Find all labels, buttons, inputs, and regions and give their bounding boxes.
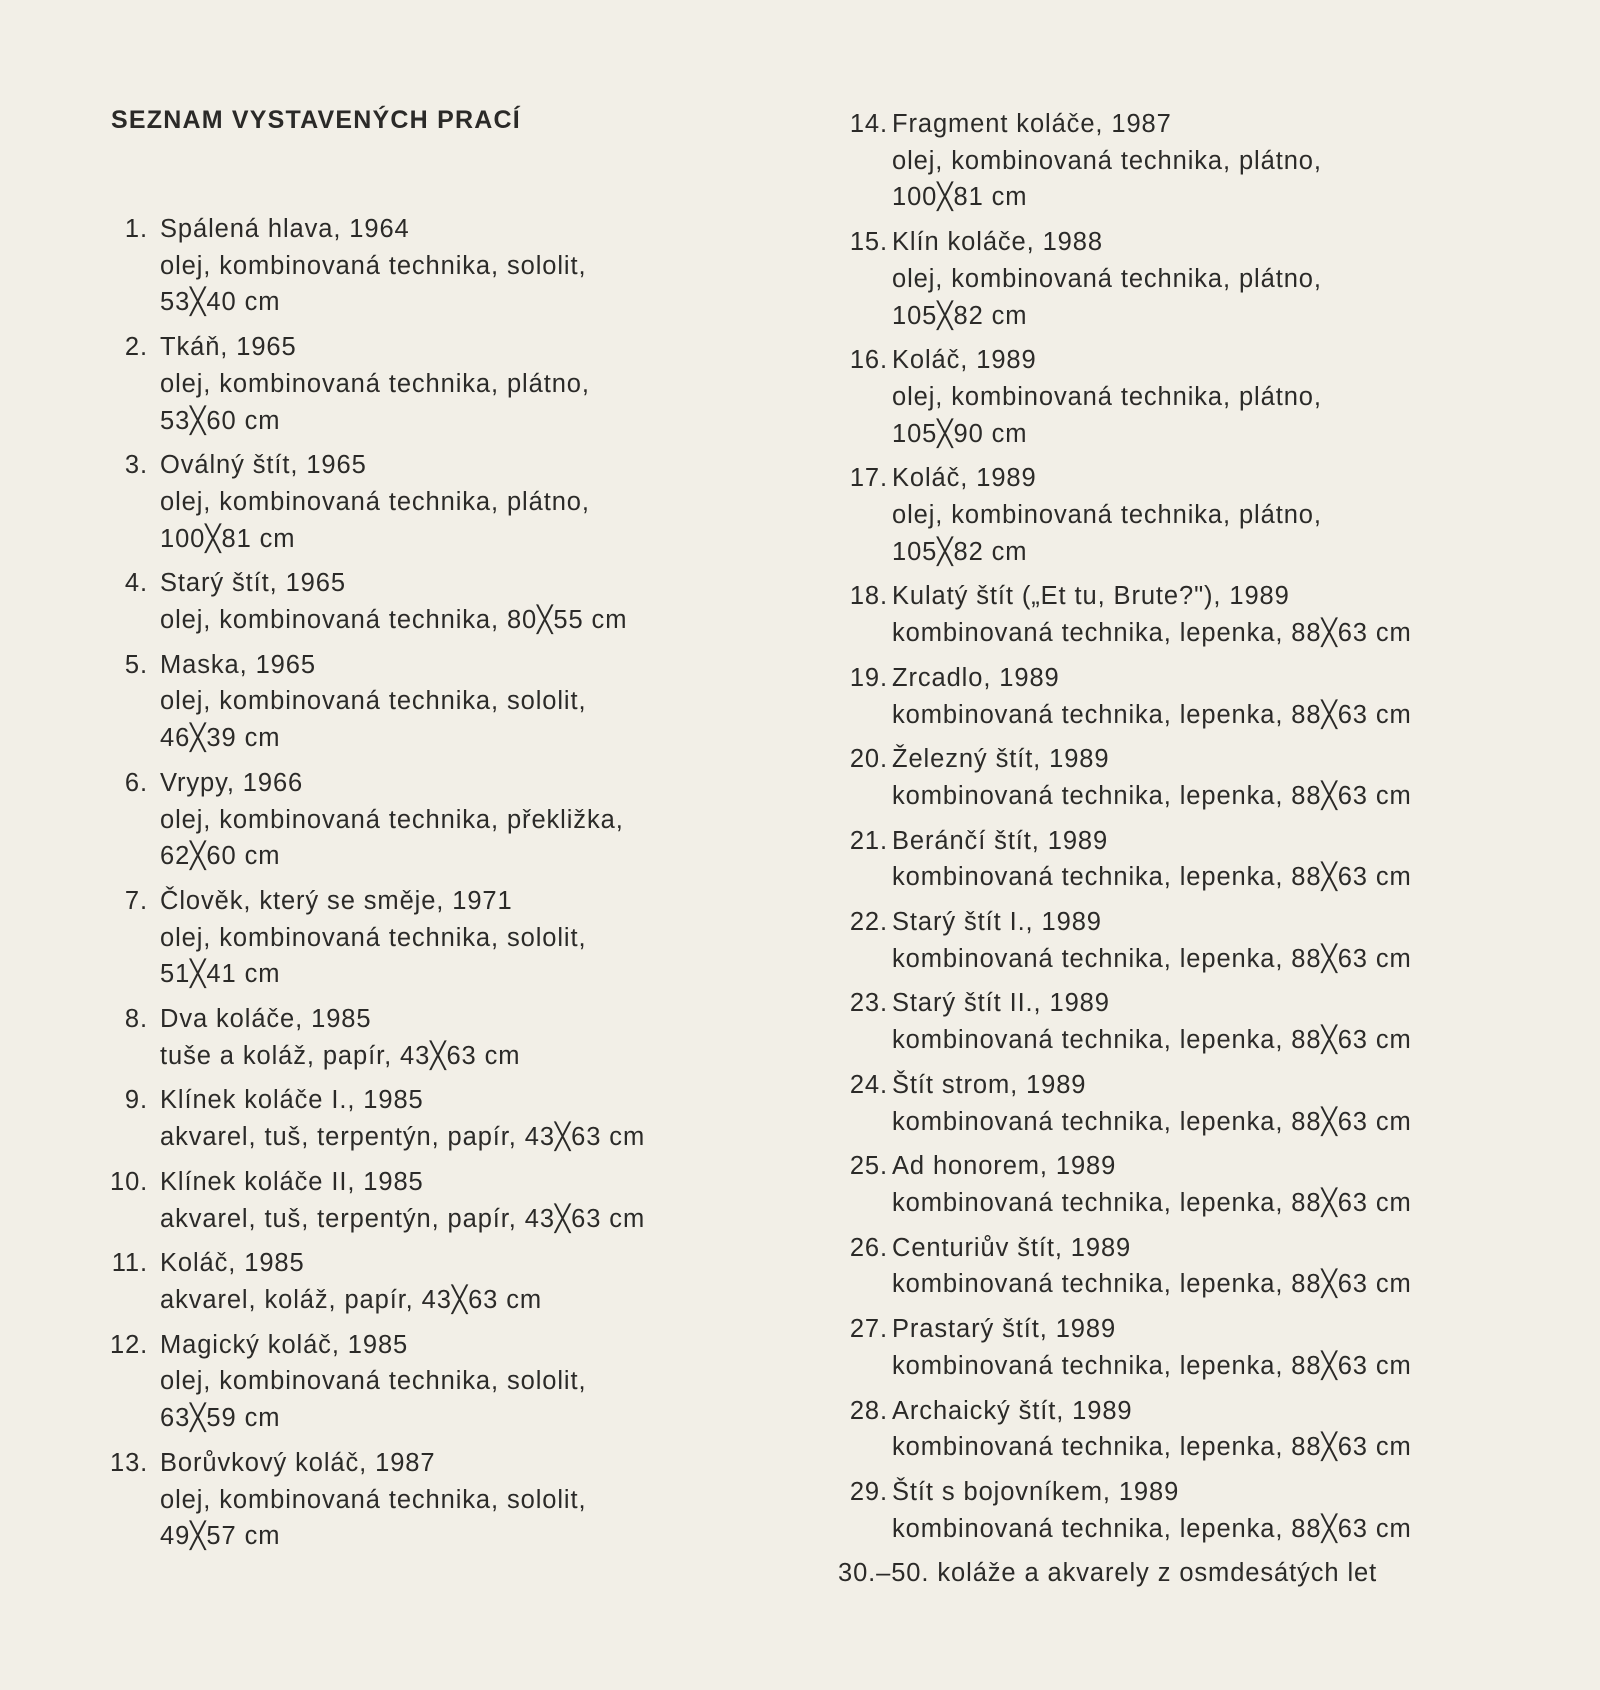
work-details: kombinovaná technika, lepenka, 88╳63 cm [892,1107,1412,1136]
work-details: olej, kombinovaná technika, plátno, [892,382,1322,411]
work-title: Vrypy, 1966 [160,768,304,797]
work-details: 105╳90 cm [892,419,1028,448]
work-number: 11. [111,1249,148,1278]
work-number: 2. [124,333,148,362]
work-item [110,1445,750,1555]
work-details: akvarel, tuš, terpentýn, papír, 43╳63 cm [160,1204,646,1233]
work-title: Železný štít, 1989 [892,745,1110,774]
work-details: 105╳82 cm [892,301,1028,330]
work-details: 53╳40 cm [160,288,281,317]
work-item [838,1067,1568,1140]
work-item [838,1393,1568,1466]
work-details: tuše a koláž, papír, 43╳63 cm [160,1041,521,1070]
work-title: Spálená hlava, 1964 [160,215,410,243]
work-item [110,1164,750,1237]
work-title: Starý štít, 1965 [160,569,346,598]
work-item [838,1311,1568,1384]
work-title: Borůvkový koláč, 1987 [160,1448,436,1477]
work-number: 7. [124,886,148,915]
work-number: 26. [849,1233,888,1262]
work-title: Klínek koláče II, 1985 [160,1167,424,1196]
work-item [110,1082,750,1155]
work-number: 19. [849,663,888,692]
work-number: 22. [849,908,888,937]
work-title: Centuriův štít, 1989 [892,1233,1132,1262]
work-details: 49╳57 cm [160,1522,281,1551]
work-title: Člověk, který se směje, 1971 [160,886,513,915]
work-item-range [838,1555,1568,1592]
work-number: 16. [849,346,888,375]
work-number: 17. [849,464,888,493]
work-details: akvarel, koláž, papír, 43╳63 cm [160,1285,543,1314]
work-number: 5. [124,650,148,679]
work-details: akvarel, tuš, terpentýn, papír, 43╳63 cm [160,1123,646,1152]
work-title: Štít strom, 1989 [892,1070,1087,1099]
work-number: 1. [124,215,148,243]
work-title: Maska, 1965 [160,650,316,679]
work-item [110,883,750,993]
work-details: olej, kombinovaná technika, plátno, [160,487,590,516]
work-number: 15. [849,228,888,257]
work-title: Starý štít II., 1989 [892,989,1110,1018]
work-number: 23. [849,989,888,1018]
work-number: 10. [110,1167,149,1196]
work-details: kombinovaná technika, lepenka, 88╳63 cm [892,1026,1412,1055]
work-number: 24. [849,1070,888,1099]
work-item [110,765,750,875]
work-details: kombinovaná technika, lepenka, 88╳63 cm [892,1188,1412,1217]
page-title: SEZNAM VYSTAVENÝCH PRACÍ [111,106,521,134]
work-number: 6. [124,768,148,797]
work-item [838,106,1568,216]
work-item [110,329,750,439]
work-details: kombinovaná technika, lepenka, 88╳63 cm [892,619,1412,648]
work-number: 9. [124,1086,148,1115]
work-title: Oválný štít, 1965 [160,451,367,480]
work-item [110,447,750,557]
work-item [110,1327,750,1437]
work-details: 51╳41 cm [160,960,281,989]
work-details: kombinovaná technika, lepenka, 88╳63 cm [892,1270,1412,1299]
work-number: 27. [849,1315,888,1344]
work-number: 14. [849,110,888,138]
work-details: 46╳39 cm [160,724,281,753]
work-details: kombinovaná technika, lepenka, 88╳63 cm [892,1514,1412,1543]
work-details: olej, kombinovaná technika, sololit, [160,923,587,952]
work-item [838,1230,1568,1303]
work-item [838,823,1568,896]
work-item [838,1148,1568,1221]
work-number: 30.–50. [838,1559,930,1588]
work-item [838,1474,1568,1547]
work-item [838,578,1568,651]
work-title: Ad honorem, 1989 [892,1152,1117,1181]
work-item [838,460,1568,570]
work-details: 62╳60 cm [160,842,281,871]
work-number: 18. [849,582,888,611]
work-title: Koláč, 1985 [160,1249,305,1278]
work-details: 63╳59 cm [160,1404,281,1433]
work-item [838,741,1568,814]
work-details: 100╳81 cm [892,183,1028,212]
work-details: olej, kombinovaná technika, plátno, [892,146,1322,175]
work-item [110,647,750,757]
work-title: Prastarý štít, 1989 [892,1315,1117,1344]
work-item [838,904,1568,977]
work-item [110,565,750,638]
work-details: kombinovaná technika, lepenka, 88╳63 cm [892,1433,1412,1462]
work-title: Archaický štít, 1989 [892,1396,1133,1425]
work-number: 13. [110,1448,149,1477]
work-title: Koláč, 1989 [892,464,1037,493]
work-title: koláže a akvarely z osmdesátých let [937,1559,1378,1588]
work-item [110,1245,750,1318]
work-number: 4. [124,569,148,598]
work-details: kombinovaná technika, lepenka, 88╳63 cm [892,944,1412,973]
work-title: Klínek koláče I., 1985 [160,1086,424,1115]
work-details: kombinovaná technika, lepenka, 88╳63 cm [892,781,1412,810]
work-details: olej, kombinovaná technika, 80╳55 cm [160,606,628,635]
work-details: olej, kombinovaná technika, plátno, [892,501,1322,530]
work-number: 28. [849,1396,888,1425]
work-title: Klín koláče, 1988 [892,228,1103,257]
work-title: Kulatý štít („Et tu, Brute?"), 1989 [892,582,1290,611]
work-title: Magický koláč, 1985 [160,1330,409,1359]
work-title: Beránčí štít, 1989 [892,826,1109,855]
work-details: olej, kombinovaná technika, sololit, [160,1367,587,1396]
work-title: Starý štít I., 1989 [892,908,1102,937]
work-details: olej, kombinovaná technika, překližka, [160,805,624,834]
work-details: olej, kombinovaná technika, sololit, [160,687,587,716]
work-title: Zrcadlo, 1989 [892,663,1060,692]
work-title: Dva koláče, 1985 [160,1005,372,1034]
work-title: Fragment koláče, 1987 [892,110,1172,138]
work-title: Štít s bojovníkem, 1989 [892,1477,1180,1506]
work-number: 8. [124,1005,148,1034]
work-item [838,224,1568,334]
work-details: olej, kombinovaná technika, plátno, [892,264,1322,293]
works-list-left [110,211,750,1563]
work-number: 29. [849,1477,888,1506]
work-number: 25. [849,1152,888,1181]
work-details: olej, kombinovaná technika, sololit, [160,251,587,280]
works-list-right [838,106,1568,1600]
work-number: 3. [124,451,148,480]
work-title: Koláč, 1989 [892,346,1037,375]
work-number: 12. [110,1330,149,1359]
work-item [838,985,1568,1058]
work-details: 105╳82 cm [892,537,1028,566]
work-details: olej, kombinovaná technika, sololit, [160,1485,587,1514]
work-details: kombinovaná technika, lepenka, 88╳63 cm [892,863,1412,892]
work-item [110,211,750,321]
work-item [110,1001,750,1074]
work-details: olej, kombinovaná technika, plátno, [160,369,590,398]
work-number: 21. [849,826,888,855]
work-item [838,342,1568,452]
work-item [838,660,1568,733]
work-number: 20. [849,745,888,774]
work-details: 100╳81 cm [160,524,296,553]
work-title: Tkáň, 1965 [160,333,297,362]
work-details: kombinovaná technika, lepenka, 88╳63 cm [892,1351,1412,1380]
work-details: 53╳60 cm [160,406,281,435]
work-details: kombinovaná technika, lepenka, 88╳63 cm [892,700,1412,729]
